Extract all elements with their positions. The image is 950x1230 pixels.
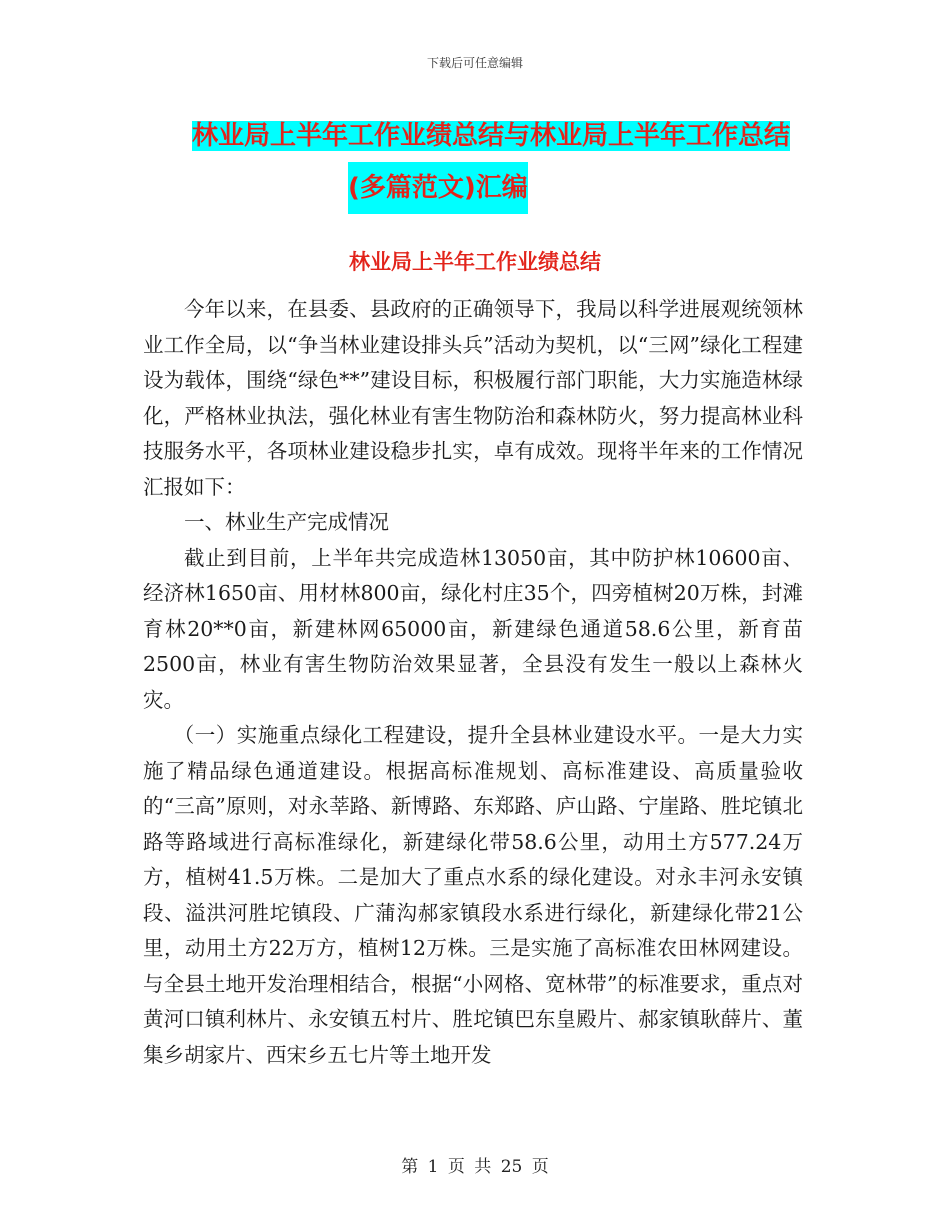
- document-title: [192, 110, 812, 214]
- paragraph-intro: 今年以来，在县委、县政府的正确领导下，我局以科学进展观统领林业工作全局，以“争当林业建设排头兵”活动为契机，以“三网”绿化工程建设为载体，围绕“绿色**”建设目标，积极履行部门职能，大力实施造林绿化，严格林业执法，强化林业有害生物防治和森林防火，努力提高林业科技服务水平，各项林业建设稳步扎实，卓有成效。现将半年来的工作情况汇报如下：: [143, 297, 803, 499]
- paragraph-heading-production: 一、林业生产完成情况: [184, 510, 389, 534]
- document-title-line2: (多篇范文)汇编: [348, 162, 528, 214]
- paragraph-key-projects: （一）实施重点绿化工程建设，提升全县林业建设水平。一是大力实施了精品绿色通道建设。根据高标准规划、高标准建设、高质量验收的“三高”原则，对永莘路、新博路、东郑路、庐山路、宁崖路、胜坨镇北路等路域进行高标准绿化，新建绿化带58.6公里，动用土方577.24万方，植树41.5万株。二是加大了重点水系的绿化建设。对永丰河永安镇段、溢洪河胜坨镇段、广蒲沟郝家镇段水系进行绿化，新建绿化带21公里，动用土方22万方，植树12万株。三是实施了高标准农田林网建设。与全县土地开发治理相结合，根据“小网格、宽林带”的标准要求，重点对黄河口镇利林片、永安镇五村片、胜坨镇巴东皇殿片、郝家镇耿薛片、董集乡胡家片、西宋乡五七片等土地开发: [143, 723, 803, 1067]
- document-title-line1: 林业局上半年工作业绩总结与林业局上半年工作总结: [192, 121, 791, 151]
- paragraph-production-stats: 截止到目前，上半年共完成造林13050亩，其中防护林10600亩、经济林1650亩、用材林800亩，绿化村庄35个，四旁植树20万株，封滩育林20**0亩，新建林网65000亩，新建绿色通道58.6公里，新育苗2500亩，林业有害生物防治效果显著，全县没有发生一般以上森林火灾。: [143, 545, 803, 712]
- page-header-note: 下载后可任意编辑: [426, 56, 523, 70]
- section-title: 林业局上半年工作业绩总结: [349, 250, 601, 274]
- page-number: 第 1 页 共 25 页: [401, 1157, 549, 1177]
- document-body: [143, 292, 803, 1073]
